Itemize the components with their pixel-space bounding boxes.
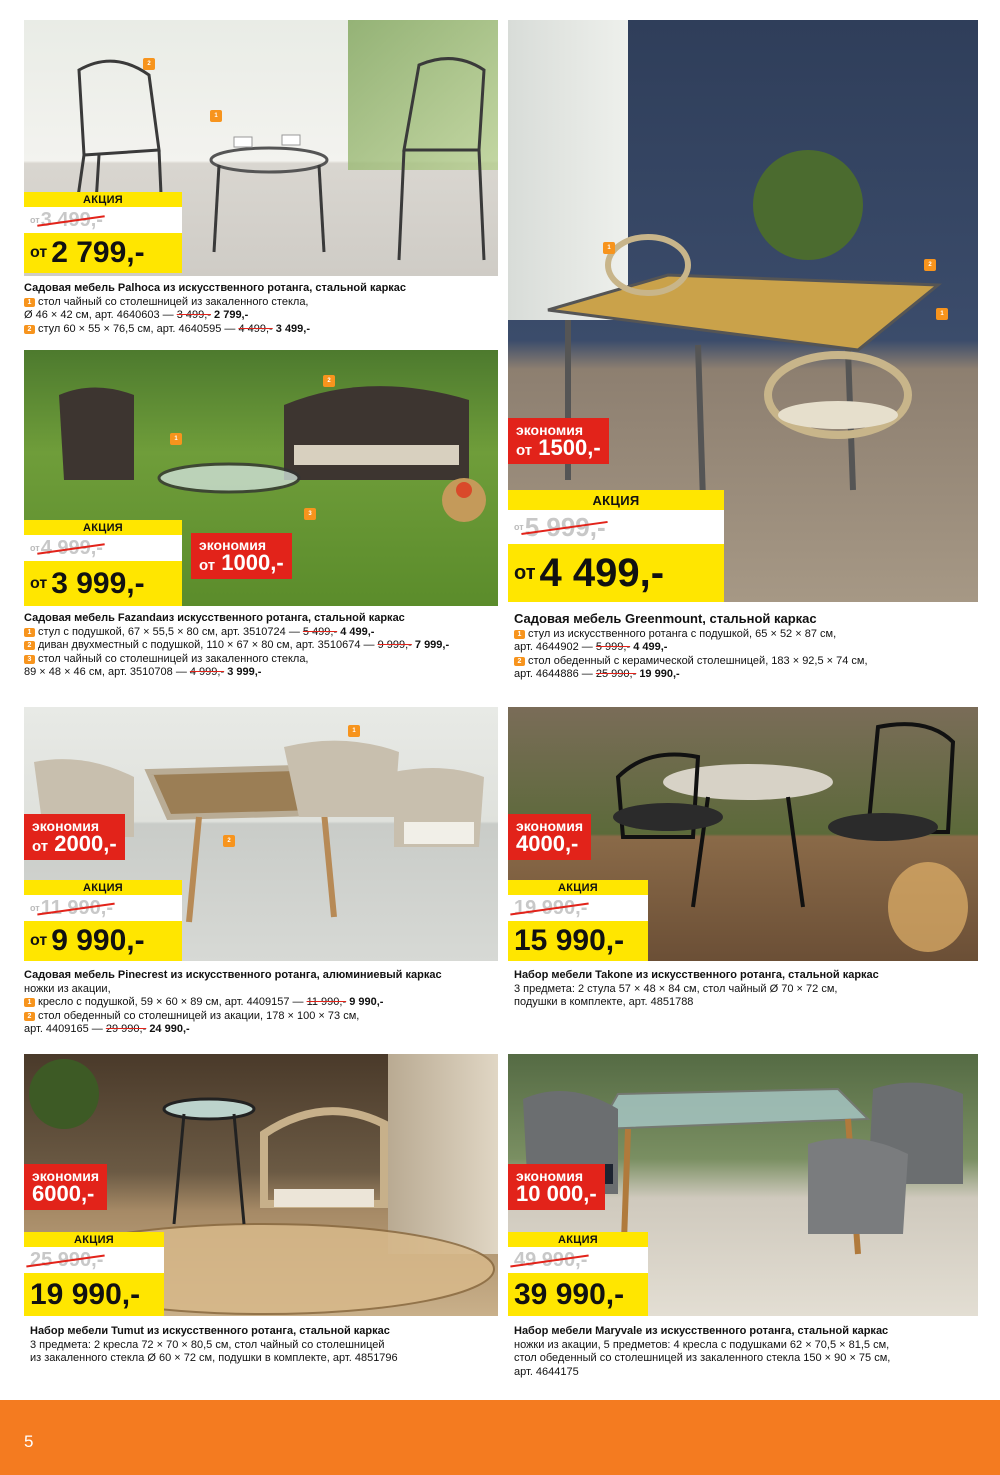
product-photo-pinecrest [24, 707, 498, 961]
price-block [24, 520, 182, 606]
spec-line: 2 стол обеденный с керамической столешницей, 183 × 92,5 × 74 см, [514, 655, 984, 669]
price-block [24, 880, 182, 961]
price-block [508, 880, 648, 961]
product-title: Садовая мебель Palhoca из искусственного ротанга, стальной каркас [24, 282, 407, 294]
marker-2: 2 [924, 259, 936, 271]
marker-1: 1 [348, 725, 360, 737]
spec-line: 1 стул из искусственного ротанга с подушкой, 65 × 52 × 87 см, [514, 628, 984, 642]
spec-line: 1 стул с подушкой, 67 × 55,5 × 80 см, арт. 3510724 — 5 499,- 4 499,- [24, 626, 498, 640]
product-description-fazanda [24, 612, 498, 680]
marker-1: 1 [210, 110, 222, 122]
product-photo-maryvale [508, 1054, 978, 1316]
old-price: от 4 999,- [24, 535, 182, 561]
new-price: от 9 990,- [24, 921, 182, 961]
spec-line: 2 стул 60 × 55 × 76,5 см, арт. 4640595 — 4 499,- 3 499,- [24, 323, 498, 337]
old-price: 19 990,- [508, 895, 648, 921]
product-title: Садовая мебель Fazandaиз искусственного ротанга, стальной каркас [24, 612, 405, 624]
akcia-label: АКЦИЯ [24, 880, 182, 895]
marker-1b: 1 [936, 308, 948, 320]
new-price: от 4 499,- [508, 544, 724, 602]
marker-2: 2 [323, 375, 335, 387]
akcia-label: АКЦИЯ [508, 880, 648, 895]
price-block [24, 192, 182, 273]
product-photo-takone [508, 707, 978, 961]
spec-line: 1 стол чайный со столешницей из закаленного стекла, [24, 296, 498, 310]
akcia-label: АКЦИЯ [508, 1232, 648, 1247]
price-block [24, 1232, 164, 1316]
old-price: от 3 499,- [24, 207, 182, 233]
spec-line: 3 предмета: 2 стула 57 × 48 × 84 см, стол чайный Ø 70 × 72 см, [514, 982, 838, 995]
new-price: 39 990,- [508, 1273, 648, 1316]
old-price: 25 990,- [24, 1247, 164, 1273]
spec-line: подушки в комплекте, арт. 4851788 [514, 996, 694, 1008]
price-block [508, 1232, 648, 1316]
marker-3: 3 [304, 508, 316, 520]
spec-line: ножки из акации, 5 предметов: 4 кресла с подушками 62 × 70,5 × 81,5 см, [514, 1338, 890, 1351]
product-photo-greenmount [508, 20, 978, 602]
product-title: Набор мебели Maryvale из искусственного ротанга, стальной каркас [514, 1325, 889, 1337]
new-price: 15 990,- [508, 921, 648, 961]
economy-badge: экономия от 1000,- [191, 533, 292, 579]
spec-line: из закаленного стекла Ø 60 × 72 см, подушки в комплекте, арт. 4851796 [30, 1352, 398, 1364]
product-description-tumut [30, 1325, 500, 1366]
spec-line: арт. 4409165 — 29 990,- 24 990,- [24, 1023, 190, 1035]
marker-1: 1 [603, 242, 615, 254]
product-title: Набор мебели Takone из искусственного ротанга, стальной каркас [514, 969, 879, 981]
marker-2: 2 [223, 835, 235, 847]
new-price: от 2 799,- [24, 233, 182, 273]
economy-badge: экономия 10 000,- [508, 1164, 605, 1210]
new-price: от 3 999,- [24, 561, 182, 606]
product-photo-tumut [24, 1054, 498, 1316]
spec-line: ножки из акации, [24, 982, 111, 995]
economy-badge: экономия 4000,- [508, 814, 591, 860]
old-price: 49 990,- [508, 1247, 648, 1273]
spec-line: 2 диван двухместный с подушкой, 110 × 67 × 80 см, арт. 3510674 — 9 999,- 7 999,- [24, 639, 498, 653]
new-price: 19 990,- [24, 1273, 164, 1316]
product-title: Набор мебели Tumut из искусственного ротанга, стальной каркас [30, 1325, 390, 1337]
spec-line: Ø 46 × 42 см, арт. 4640603 — 3 499,- 2 799,- [24, 309, 249, 321]
economy-badge: экономия 6000,- [24, 1164, 107, 1210]
old-price: от 11 990,- [24, 895, 182, 921]
page-number: 5 [24, 1432, 34, 1451]
akcia-label: АКЦИЯ [24, 1232, 164, 1247]
page-footer [0, 1400, 1000, 1475]
marker-2: 2 [143, 58, 155, 70]
product-description-palhoca [24, 282, 498, 336]
product-description-takone [514, 969, 984, 1010]
economy-badge: экономия от 1500,- [508, 418, 609, 464]
product-description-maryvale [514, 1325, 984, 1379]
product-photo-fazanda [24, 350, 498, 606]
economy-badge: экономия от 2000,- [24, 814, 125, 860]
product-description-pinecrest [24, 969, 498, 1037]
price-block [508, 490, 724, 602]
product-photo-palhoca [24, 20, 498, 276]
marker-1: 1 [170, 433, 182, 445]
spec-line: стол обеденный со столешницей из закаленного стекла 150 × 90 × 75 см, [514, 1352, 891, 1364]
spec-line: 3 стол чайный со столешницей из закаленного стекла, [24, 653, 498, 667]
spec-line: 89 × 48 × 46 см, арт. 3510708 — 4 999,- 3 999,- [24, 666, 262, 678]
akcia-label: АКЦИЯ [508, 490, 724, 510]
product-description-greenmount [514, 612, 984, 682]
product-title: Садовая мебель Pinecrest из искусственного ротанга, алюминиевый каркас [24, 969, 442, 981]
akcia-label: АКЦИЯ [24, 192, 182, 207]
spec-line: арт. 4644886 — 25 990,- 19 990,- [514, 668, 680, 680]
spec-line: арт. 4644902 — 5 999,- 4 499,- [514, 641, 668, 653]
old-price: от 5 999,- [508, 510, 724, 544]
akcia-label: АКЦИЯ [24, 520, 182, 535]
spec-line: арт. 4644175 [514, 1365, 579, 1378]
product-title: Садовая мебель Greenmount, стальной каркас [514, 611, 817, 626]
spec-line: 2 стол обеденный со столешницей из акации, 178 × 100 × 73 см, [24, 1010, 498, 1024]
spec-line: 1 кресло с подушкой, 59 × 60 × 89 см, арт. 4409157 — 11 990,- 9 990,- [24, 996, 498, 1010]
spec-line: 3 предмета: 2 кресла 72 × 70 × 80,5 см, стол чайный со столешницей [30, 1338, 385, 1351]
